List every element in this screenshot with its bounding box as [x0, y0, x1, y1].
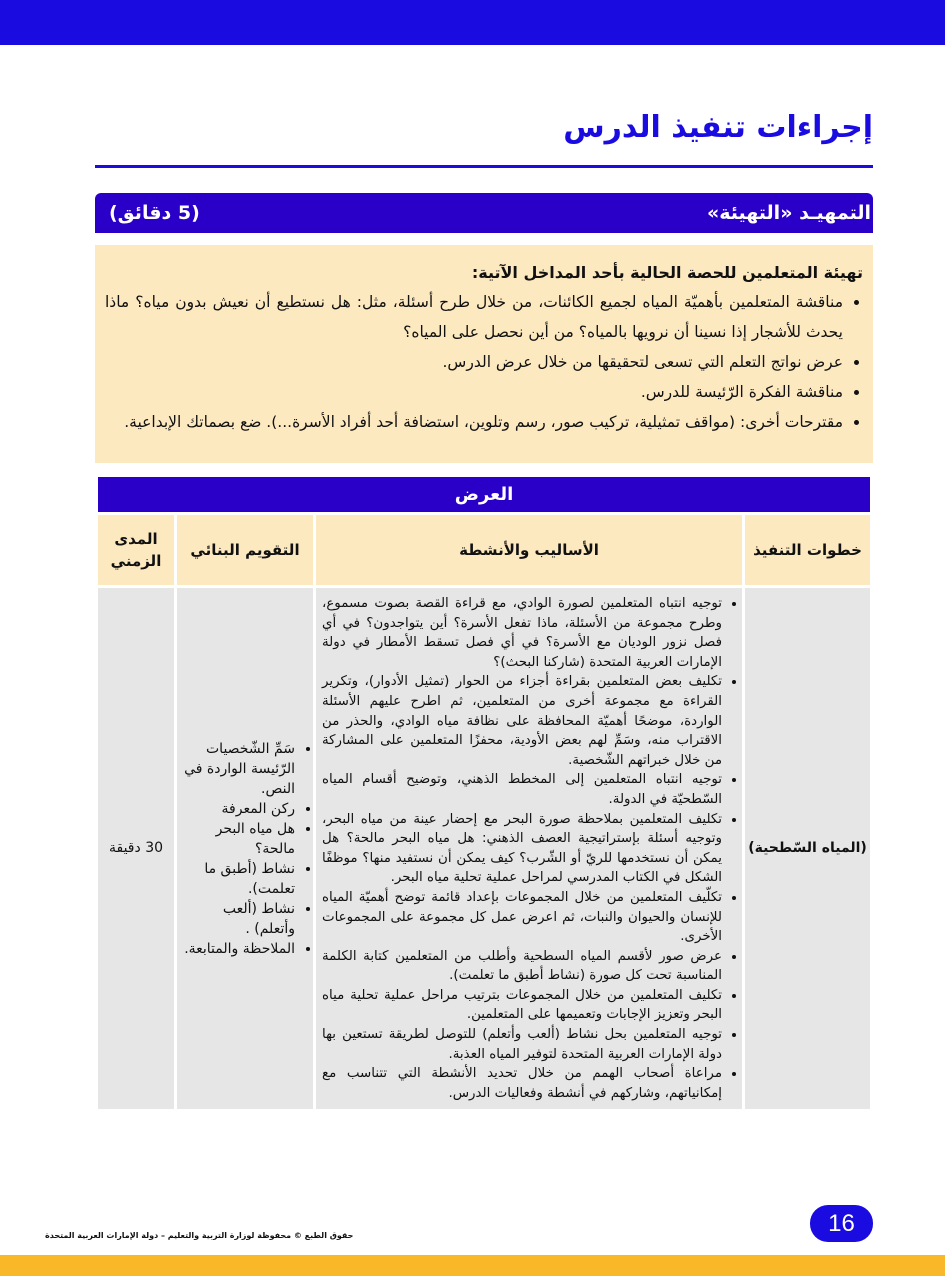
list-item: • تكليف المتعلمين بملاحظة صورة البحر مع إحضار عينة من مياه البحر، وتوجيه أسئلة بإستراتيجية العصف الذهني: هل مياه البحر مالحة؟ هل يمكن أن نستخدمها للريّ أو الشّرب؟ كيف يمكن أن نستفيد منها؟ موظفًا الشكل في الكتاب المدرسي لمراحل عملية تحلية مياه البحر.: [322, 810, 722, 888]
list-item: • نشاط (ألعب وأتعلم) .: [181, 899, 295, 939]
list-item: • عرض صور لأقسم المياه السطحية وأطلب من المتعلمين كتابة الكلمة المناسبة تحت كل صورة (نشاط أطبق ما تعلمت).: [322, 947, 722, 986]
title-divider: [95, 165, 873, 168]
header-assessment: التقويم البنائي: [177, 515, 313, 585]
duration-cell: 30 دقيقة: [98, 588, 174, 1109]
intro-box: [95, 245, 873, 463]
list-item: • مناقشة المتعلمين بأهميّة المياه لجميع الكائنات، من خلال طرح أسئلة، مثل: هل نستطيع أن نعيش بدون مياه؟ ماذا يحدث للأشجار إذا نسينا أن نرويها بالمياه؟ من أين نحصل على المياه؟: [105, 287, 843, 347]
list-item: • توجيه انتباه المتعلمين إلى المخطط الذهني، وتوضيح أقسام المياه السّطحيّة في الدولة.: [322, 770, 722, 809]
list-item: • هل مياه البحر مالحة؟: [181, 819, 295, 859]
page-title: إجراءات تنفيذ الدرس: [563, 110, 873, 145]
list-item: • تكليف بعض المتعلمين بقراءة أجزاء من الحوار (تمثيل الأدوار)، وتكرير القراءة مع مجموعة أخرى من المتعلمين، ثم اطرح عليهم الأسئلة الواردة، موضحًا أهميّة المحافظة على نظافة مياه الوادي، والحذر من الاقتراب منه، وسَمِّ لهم بعض الأودية، محفزًا المتعلمين على المشاركة من خلال خبراتهم الشّخصية.: [322, 672, 722, 770]
bottom-banner: [0, 1255, 945, 1276]
table-header-row: [98, 515, 870, 585]
copyright-text: حقوق الطبع © محفوظة لوزارة التربية والتعليم – دولة الإمارات العربية المتحدة: [45, 1231, 354, 1240]
list-item: • توجيه انتباه المتعلمين لصورة الوادي، مع قراءة القصة بصوت مسموع، وطرح مجموعة من الأسئلة، ماذا تفعل الأسرة؟ أين يتواجدون؟ في أي فصل نزور الوديان مع الأسرة؟ في أي فصل تسقط الأمطار في دولة الإمارات العربية المتحدة (شاركنا البحث)؟: [322, 594, 722, 672]
list-item: • سَمِّ الشّخصيات الرّئيسة الواردة في النص.: [181, 739, 295, 799]
intro-heading: تهيئة المتعلمين للحصة الحالية بأحد المداخل الآتية:: [471, 263, 863, 282]
list-item: • تكلّيف المتعلمين من خلال المجموعات بإعداد قائمة توضح أهميّة المياه للإنسان والحيوان والنبات، ثم اعرض عمل كل مجموعة على المجموعات الأخرى.: [322, 888, 722, 947]
list-item: • مقترحات أخرى: (مواقف تمثيلية، تركيب صور، رسم وتلوين، استضافة أحد أفراد الأسرة...). ضع بصماتك الإبداعية.: [105, 407, 843, 437]
list-item: • ركن المعرفة: [181, 799, 295, 819]
list-item: • الملاحظة والمتابعة.: [181, 939, 295, 959]
assessment-cell: [177, 588, 313, 1109]
intro-section-duration: (5 دقائق): [109, 202, 200, 224]
page-number: 16: [810, 1205, 873, 1242]
header-activities: الأساليب والأنشطة: [316, 515, 742, 585]
header-steps: خطوات التنفيذ: [745, 515, 870, 585]
step-cell: (المياه السّطحية): [745, 588, 870, 1109]
activities-cell: [316, 588, 742, 1109]
table-row: [98, 588, 870, 1109]
list-item: • مراعاة أصحاب الهمم من خلال تحديد الأنشطة التي تتناسب مع إمكانياتهم، وشاركهم في أنشطة وفعاليات الدرس.: [322, 1064, 722, 1103]
list-item: • نشاط (أطبق ما تعلمت).: [181, 859, 295, 899]
list-item: • مناقشة الفكرة الرّئيسة للدرس.: [105, 377, 843, 407]
presentation-table: [95, 474, 873, 1112]
top-banner: [0, 0, 945, 45]
list-item: • تكليف المتعلمين من خلال المجموعات بترتيب مراحل عملية تحلية مياه البحر وتعزيز الإجابات وتعميمها على المتعلمين.: [322, 986, 722, 1025]
header-duration: المدى الزمني: [98, 515, 174, 585]
table-title: العرض: [98, 477, 870, 512]
intro-list: [105, 287, 863, 437]
intro-section-header: [95, 193, 873, 233]
list-item: • عرض نواتج التعلم التي تسعى لتحقيقها من خلال عرض الدرس.: [105, 347, 843, 377]
intro-section-title: التمهيـد «التهيئة»: [706, 202, 871, 224]
list-item: • توجيه المتعلمين بحل نشاط (ألعب وأتعلم) للتوصل لطريقة تستعين بها دولة الإمارات العربية المتحدة لتوفير المياه العذبة.: [322, 1025, 722, 1064]
